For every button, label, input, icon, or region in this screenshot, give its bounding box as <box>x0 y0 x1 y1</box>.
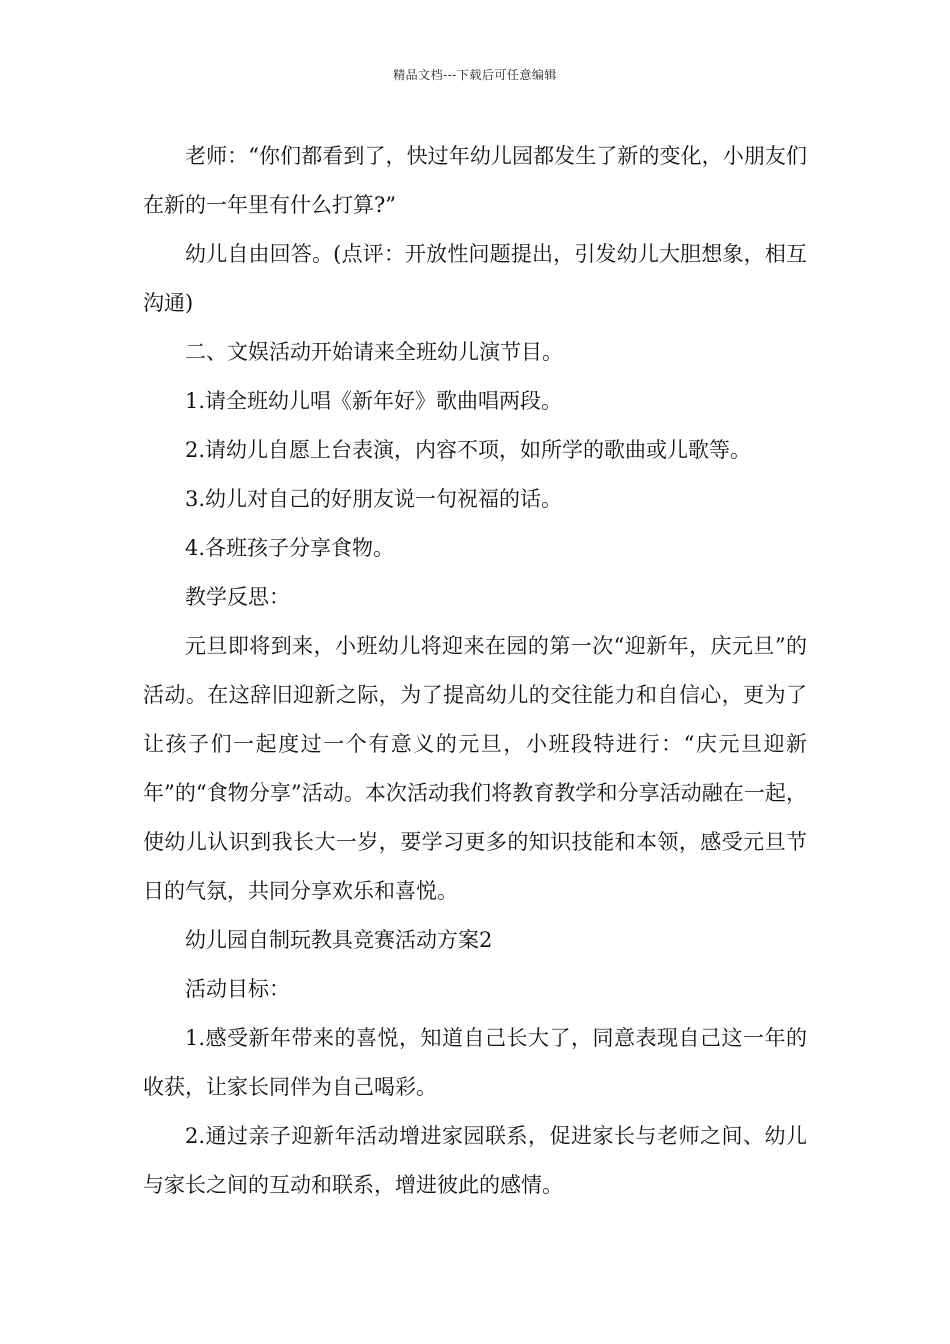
paragraph-goal-2: 2.通过亲子迎新年活动增进家园联系，促进家长与老师之间、幼儿与家长之间的互动和联系，增进彼此的感情。 <box>143 1124 807 1197</box>
paragraph-item-3: 3.幼儿对自己的好朋友说一句祝福的话。 <box>185 487 563 511</box>
page-header: 精品文档---下载后可任意编辑 <box>393 68 557 82</box>
paragraph-item-2: 2.请幼儿自愿上台表演，内容不项，如所学的歌曲或儿歌等。 <box>185 438 752 462</box>
paragraph-free-answer: 幼儿自由回答。(点评：开放性问题提出，引发幼儿大胆想象，相互沟通) <box>143 242 807 315</box>
paragraph-goals-heading: 活动目标： <box>185 977 290 1001</box>
paragraph-reflection-body: 元旦即将到来，小班幼儿将迎来在园的第一次“迎新年，庆元旦”的活动。在这辞旧迎新之际，为了提高幼儿的交往能力和自信心，更为了让孩子们一起度过一个有意义的元旦，小班段特进行：“庆元旦迎新年”的“食物分享”活动。本次活动我们将教育教学和分享活动融在一起，使幼儿认识到我长大一岁，要学习更多的知识技能和本领，感受元旦节日的气氛，共同分享欢乐和喜悦。 <box>143 634 807 903</box>
paragraph-plan-title: 幼儿园自制玩教具竞赛活动方案2 <box>185 928 493 952</box>
paragraph-item-4: 4.各班孩子分享食物。 <box>185 536 395 560</box>
paragraph-reflection-heading: 教学反思： <box>185 585 290 609</box>
paragraph-goal-1: 1.感受新年带来的喜悦，知道自己长大了，同意表现自己这一年的收获，让家长同伴为自己喝彩。 <box>143 1026 807 1099</box>
paragraph-item-1: 1.请全班幼儿唱《新年好》歌曲唱两段。 <box>185 389 563 413</box>
paragraph-section-two: 二、文娱活动开始请来全班幼儿演节目。 <box>185 340 563 364</box>
paragraph-teacher-question: 老师：“你们都看到了，快过年幼儿园都发生了新的变化，小朋友们在新的一年里有什么打算?” <box>143 144 807 217</box>
document-body <box>143 132 807 1210</box>
